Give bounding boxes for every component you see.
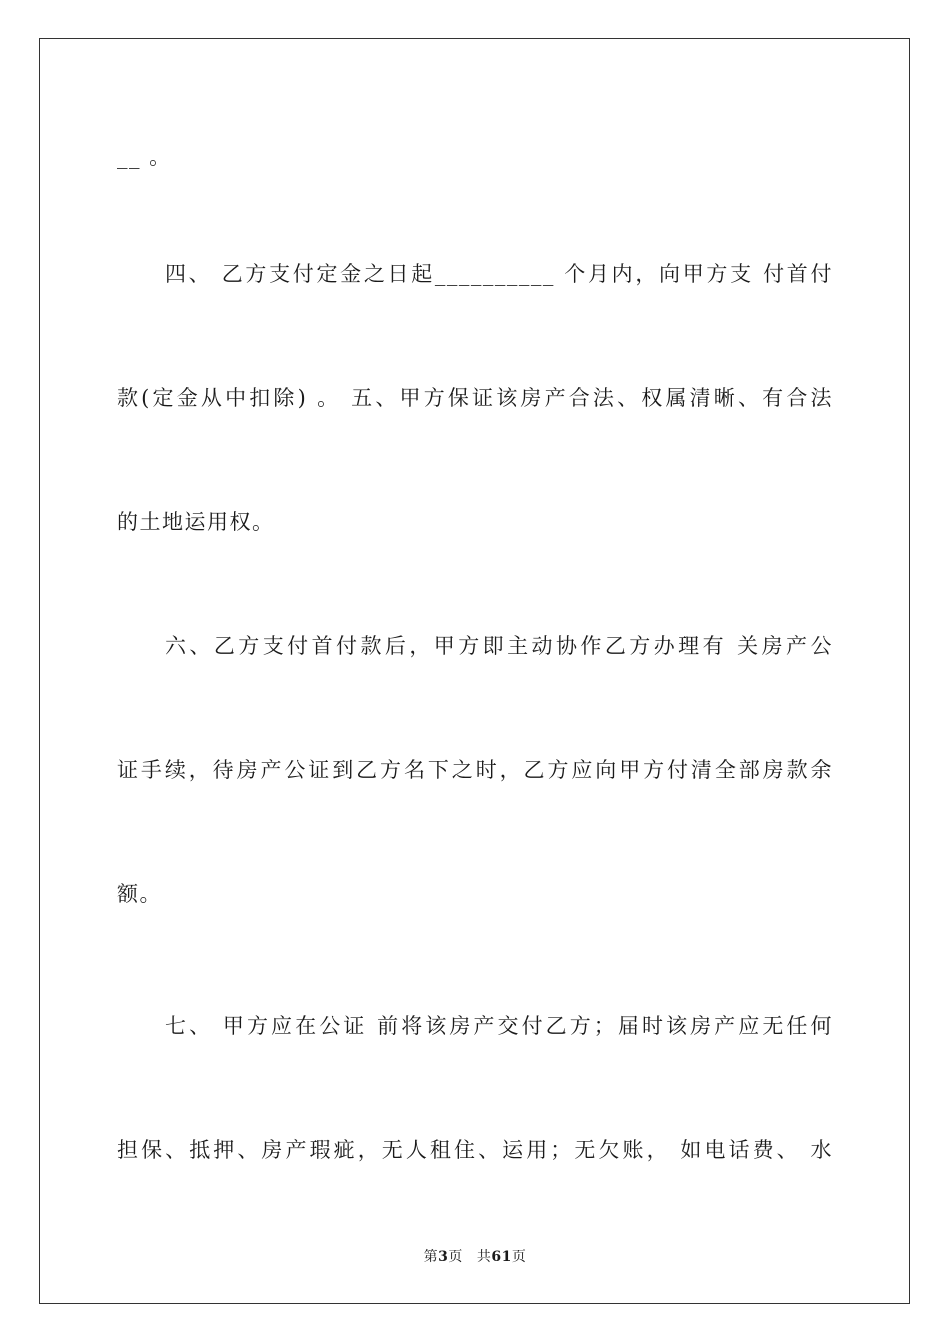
text-line-3: 款(定金从中扣除) 。 五、甲方保证该房产合法、权属清晰、有合法: [117, 386, 833, 410]
footer-page-prefix: 第: [423, 1249, 439, 1265]
text-line-6: 证手续，待房产公证到乙方名下之时，乙方应向甲方付清全部房款余: [117, 758, 833, 782]
text-line-1: __ 。: [117, 145, 172, 169]
footer-page-suffix: 页: [448, 1249, 463, 1265]
text-line-8: 七、 甲方应在公证 前将该房产交付乙方；届时该房产应无任何: [165, 1014, 833, 1038]
footer-page-number: 3: [438, 1249, 449, 1265]
text-line-2: 四、 乙方支付定金之日起__________ 个月内，向甲方支 付首付: [165, 262, 833, 286]
footer-total-prefix: 共: [476, 1249, 492, 1265]
text-line-7: 额。: [117, 882, 162, 906]
text-line-9: 担保、抵押、房产瑕疵，无人租住、运用；无欠账， 如电话费、 水: [117, 1138, 833, 1162]
footer-total-pages: 61: [491, 1249, 512, 1265]
page-border: [39, 38, 910, 1304]
page-footer: [0, 1247, 950, 1267]
footer-total-suffix: 页: [511, 1249, 527, 1265]
text-line-4: 的土地运用权。: [117, 510, 275, 534]
text-line-5: 六、乙方支付首付款后，甲方即主动协作乙方办理有 关房产公: [165, 634, 833, 658]
